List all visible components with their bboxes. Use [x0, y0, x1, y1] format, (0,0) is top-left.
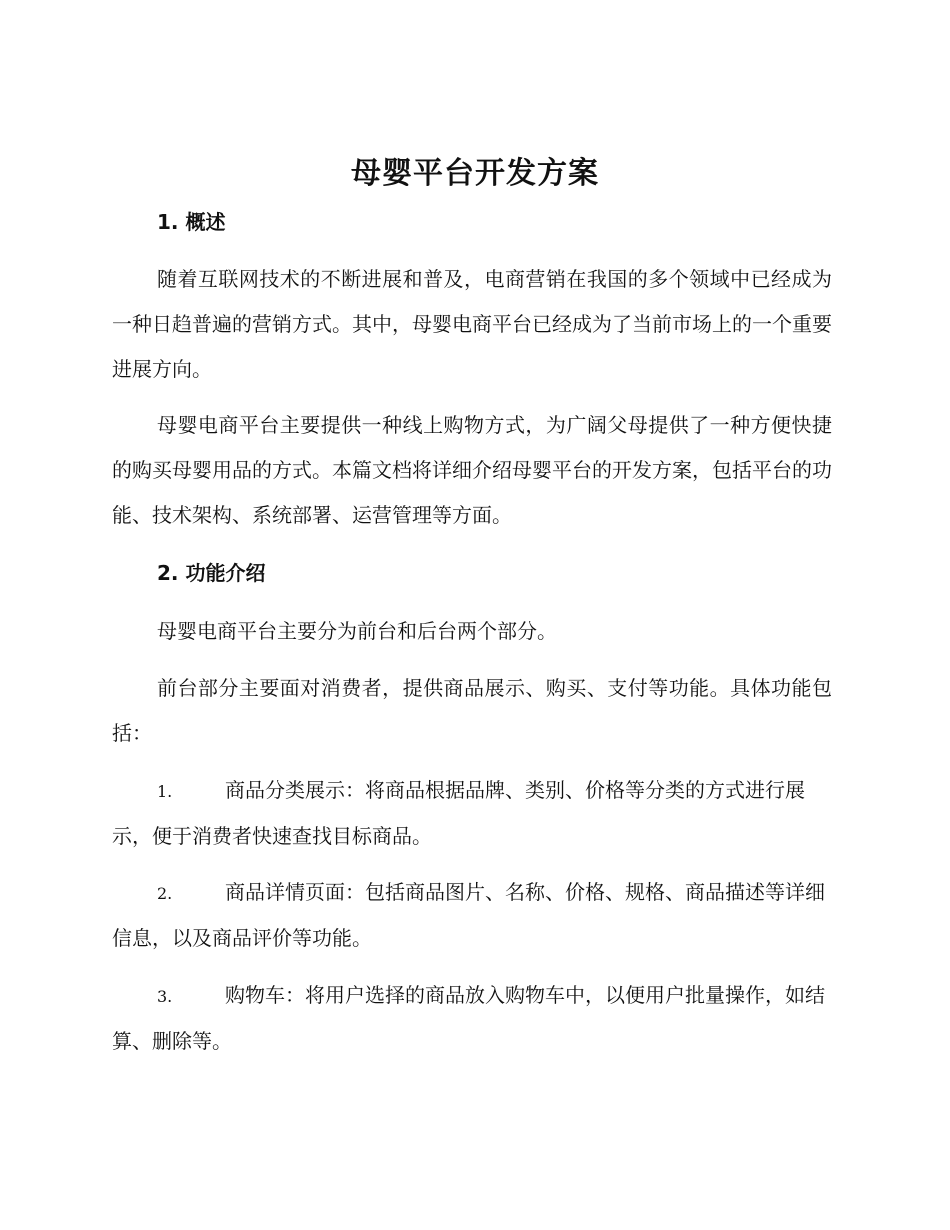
section-heading-overview: 1. 概述 — [157, 210, 226, 234]
section-heading-features: 2. 功能介绍 — [157, 561, 266, 585]
list-item-number: 1. — [157, 782, 173, 801]
list-item — [112, 768, 832, 859]
list-item-number: 3. — [157, 987, 173, 1006]
list-item-text: 商品详情页面：包括商品图片、名称、价格、规格、商品描述等详细信息，以及商品评价等功能。 — [112, 880, 825, 950]
overview-paragraph-2: 母婴电商平台主要提供一种线上购物方式，为广阔父母提供了一种方便快捷的购买母婴用品的方式。本篇文档将详细介绍母婴平台的开发方案，包括平台的功能、技术架构、系统部署、运营管理等方面。 — [112, 413, 832, 527]
overview-paragraph-1: 随着互联网技术的不断进展和普及，电商营销在我国的多个领域中已经成为一种日趋普遍的营销方式。其中，母婴电商平台已经成为了当前市场上的一个重要进展方向。 — [112, 267, 832, 381]
list-item-text: 购物车：将用户选择的商品放入购物车中，以便用户批量操作，如结算、删除等。 — [112, 983, 825, 1053]
features-paragraph-1: 母婴电商平台主要分为前台和后台两个部分。 — [157, 619, 557, 643]
list-item — [112, 870, 832, 961]
document-title: 母婴平台开发方案 — [351, 156, 599, 191]
list-item-text: 商品分类展示：将商品根据品牌、类别、价格等分类的方式进行展示，便于消费者快速查找目标商品。 — [112, 778, 805, 848]
features-paragraph-2: 前台部分主要面对消费者，提供商品展示、购买、支付等功能。具体功能包括： — [112, 676, 832, 745]
list-item-number: 2. — [157, 884, 173, 903]
list-item — [112, 973, 832, 1064]
